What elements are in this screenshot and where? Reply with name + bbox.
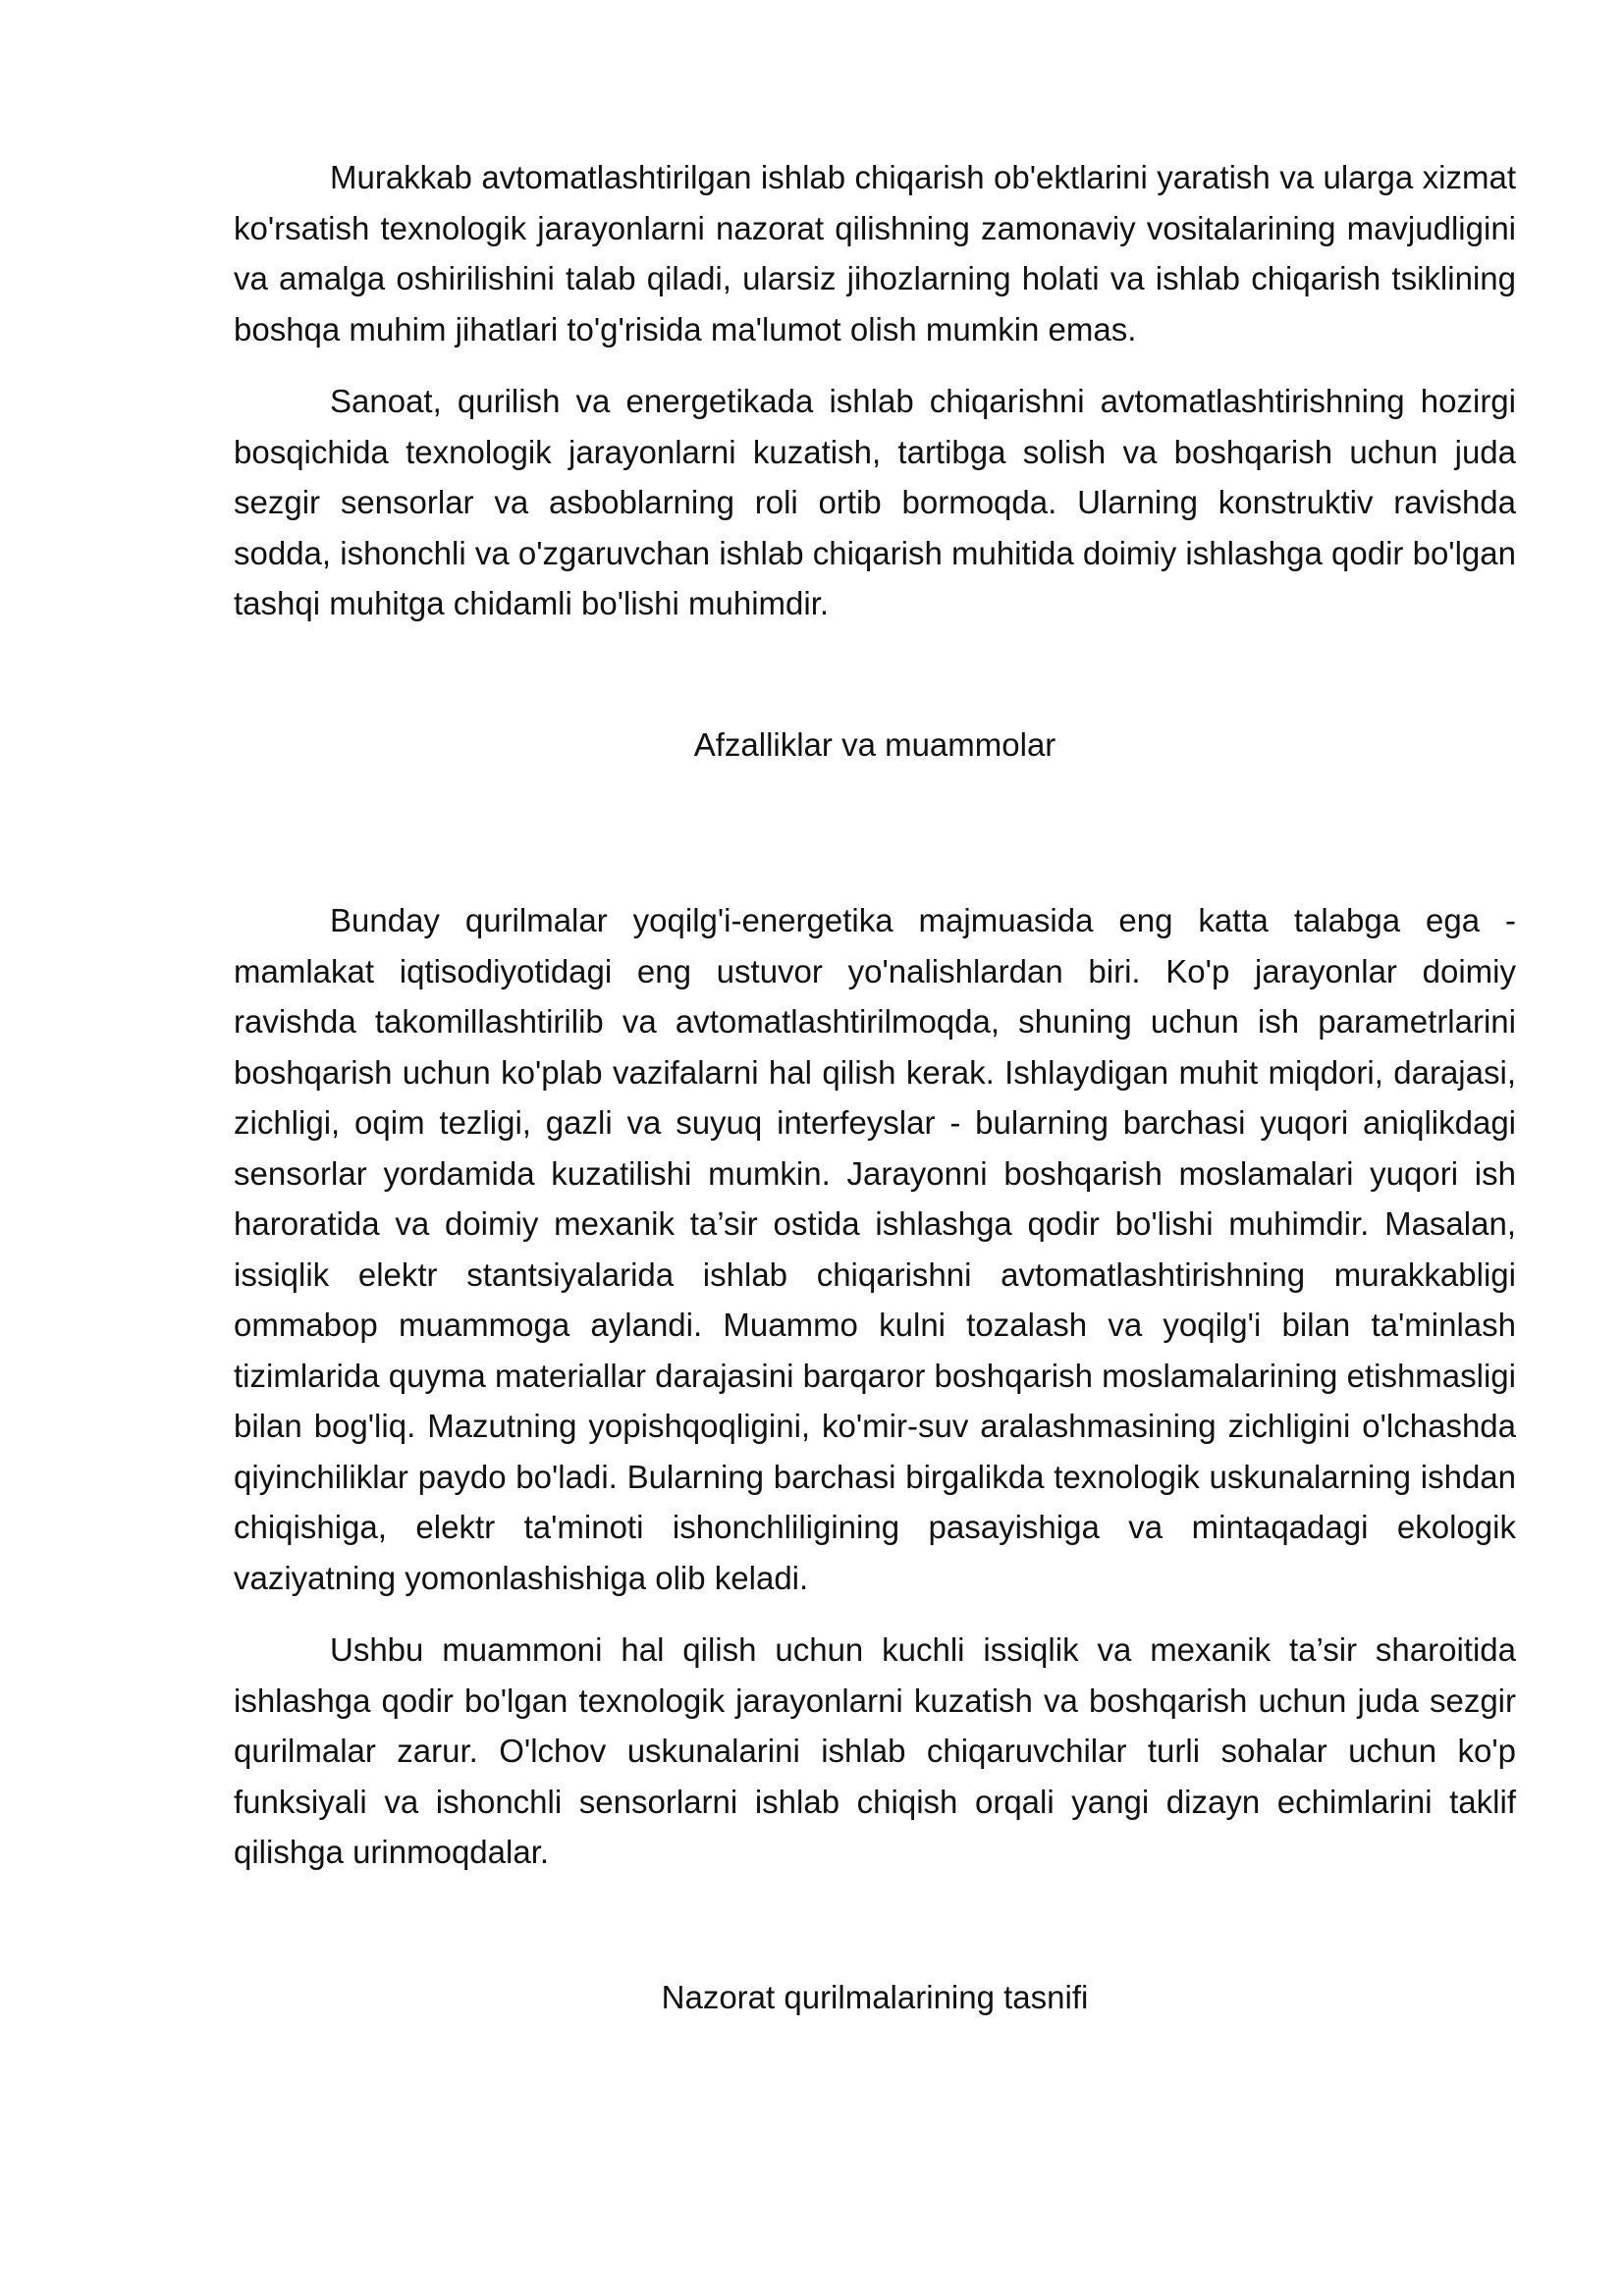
document-page: [234, 152, 1516, 2022]
paragraph: Bunday qurilmalar yoqilg'i-energetika majmuasida eng katta talabga ega - mamlakat iqtisodiyotidagi eng ustuvor yo'nalishlardan biri. Ko'p jarayonlar doimiy ravishda takomillashtirilib va avtomatlashtirilmoqda, shuning uchun ish parametrlarini boshqarish uchun ko'plab vazifalarni hal qilish kerak. Ishlaydigan muhit miqdori, darajasi, zichligi, oqim tezligi, gazli va suyuq interfeyslar - bularning barchasi yuqori aniqlikdagi sensorlar yordamida kuzatilishi mumkin. Jarayonni boshqarish moslamalari yuqori ish haroratida va doimiy mexanik ta’sir ostida ishlashga qodir bo'lishi muhimdir. Masalan, issiqlik elektr stantsiyalarida ishlab chiqarishni avtomatlashtirishning murakkabligi ommabop muammoga aylandi. Muammo kulni tozalash va yoqilg'i bilan ta'minlash tizimlarida quyma materiallar darajasini barqaror boshqarish moslamalarining etishmasligi bilan bog'liq. Mazutning yopishqoqligini, ko'mir-suv aralashmasining zichligini o'lchashda qiyinchiliklar paydo bo'ladi. Bularning barchasi birgalikda texnologik uskunalarning ishdan chiqishiga, elektr ta'minoti ishonchliligining pasayishiga va mintaqadagi ekologik vaziyatning yomonlashishiga olib keladi.: [234, 902, 1516, 1596]
section-heading: Afzalliklar va muammolar: [693, 725, 1056, 763]
section-heading: Nazorat qurilmalarining tasnifi: [661, 1978, 1089, 2015]
paragraph: Ushbu muammoni hal qilish uchun kuchli issiqlik va mexanik ta’sir sharoitida ishlashga qodir bo'lgan texnologik jarayonlarni kuzatish va boshqarish uchun juda sezgir qurilmalar zarur. O'lchov uskunalarini ishlab chiqaruvchilar turli sohalar uchun ko'p funksiyali va ishonchli sensorlarni ishlab chiqish orqali yangi dizayn echimlarini taklif qilishga urinmoqdalar.: [234, 1631, 1516, 1870]
paragraph: Sanoat, qurilish va energetikada ishlab chiqarishni avtomatlashtirishning hozirgi bosqichida texnologik jarayonlarni kuzatish, tartibga solish va boshqarish uchun juda sezgir sensorlar va asboblarning roli ortib bormoqda. Ularning konstruktiv ravishda sodda, ishonchli va o'zgaruvchan ishlab chiqarish muhitida doimiy ishlashga qodir bo'lgan tashqi muhitga chidamli bo'lishi muhimdir.: [234, 383, 1516, 621]
paragraph: Murakkab avtomatlashtirilgan ishlab chiqarish ob'ektlarini yaratish va ularga xizmat ko'rsatish texnologik jarayonlarni nazorat qilishning zamonaviy vositalarining mavjudligini va amalga oshirilishini talab qiladi, ularsiz jihozlarning holati va ishlab chiqarish tsiklining boshqa muhim jihatlari to'g'risida ma'lumot olish mumkin emas.: [234, 159, 1516, 347]
